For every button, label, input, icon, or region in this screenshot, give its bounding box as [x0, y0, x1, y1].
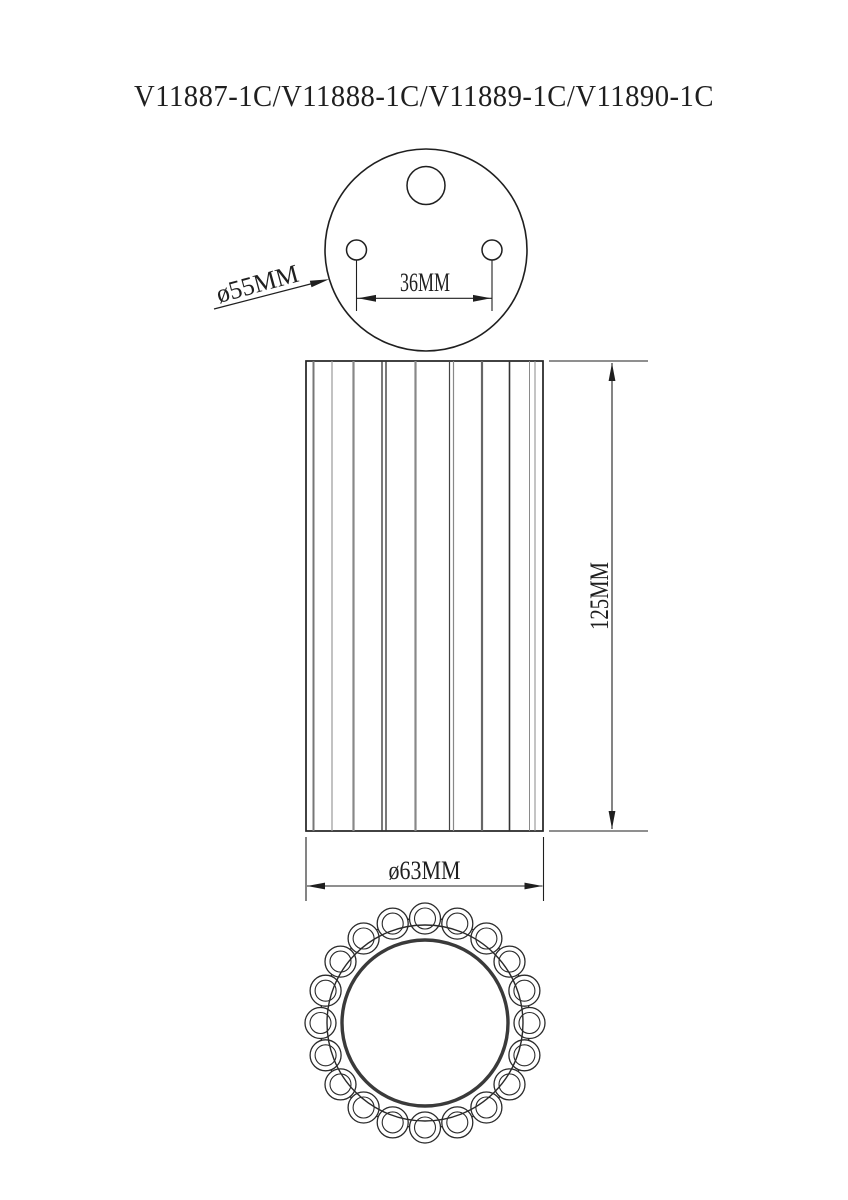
- arrow-right-icon: [525, 883, 543, 890]
- arrow-up-icon: [609, 363, 616, 381]
- canopy-center-hole: [407, 167, 445, 205]
- side-view-body: [306, 361, 543, 831]
- hole-spacing-label: 36MM: [400, 268, 450, 297]
- body-outline: [306, 361, 543, 831]
- top-view-canopy: [325, 149, 527, 351]
- dimension-hole-spacing: [357, 261, 493, 312]
- socket-ring: [342, 940, 508, 1106]
- arrow-up-right-icon: [310, 279, 329, 287]
- bottom-view-scalloped-end: [305, 903, 545, 1143]
- canopy-left-mount-hole: [347, 240, 367, 260]
- body-diameter-label: ø63MM: [388, 856, 461, 885]
- arrow-left-icon: [358, 295, 376, 302]
- dimension-canopy-diameter: [213, 259, 329, 309]
- canopy-diameter-label: ø55MM: [212, 258, 303, 309]
- canopy-right-mount-hole: [482, 240, 502, 260]
- dimension-body-diameter: [306, 837, 544, 901]
- body-height-label: 125MM: [585, 544, 614, 630]
- drawing-title: V11887-1C/V11888-1C/V11889-1C/V11890-1C: [134, 78, 714, 113]
- arrow-down-icon: [609, 811, 616, 829]
- arrow-left-icon: [307, 883, 325, 890]
- dimension-body-height: [549, 361, 648, 831]
- canopy-outline-circle: [325, 149, 527, 351]
- arrow-right-icon: [473, 295, 491, 302]
